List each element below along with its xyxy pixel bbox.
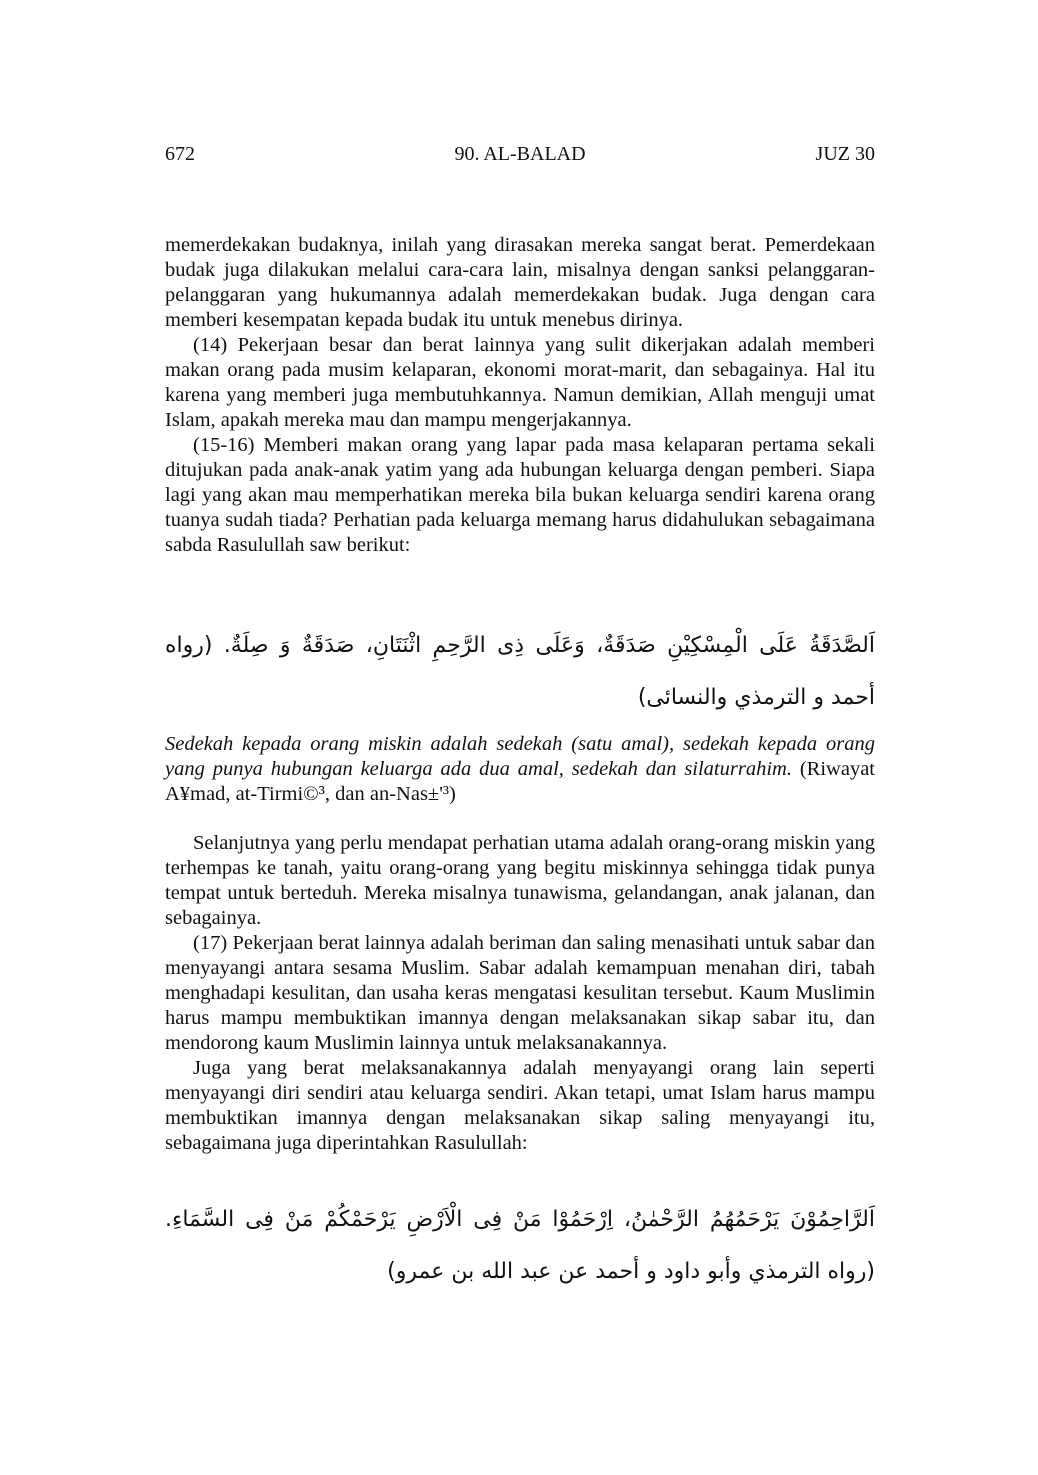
translation-text: Sedekah kepada orang miskin adalah sedekah (satu amal), sedekah kepada orang yang punya hubungan keluarga ada dua amal, sedekah dan silaturrahim. bbox=[165, 733, 875, 780]
juz-label: JUZ 30 bbox=[815, 143, 875, 165]
paragraph: (17) Pekerjaan berat lainnya adalah beriman dan saling menasihati untuk sabar dan menyayangi antara sesama Muslim. Sabar adalah kemampuan menahan diri, tabah menghadapi kesulitan, dan usaha keras mengatasi kesulitan tersebut. Kaum Muslimin harus mampu membuktikan imannya dengan melaksanakan sikap sabar itu, dan mendorong kaum Muslimin lainnya untuk melaksanakannya. bbox=[165, 932, 875, 1054]
paragraph: (15-16) Memberi makan orang yang lapar pada masa kelaparan pertama sekali ditujukan pada anak-anak yatim yang ada hubungan keluarga dengan pemberi. Siapa lagi yang akan mau memperhatikan mereka bila bukan keluarga sendiri karena orang tuanya sudah tiada? Perhatian pada keluarga memang harus didahulukan sebagaimana sabda Rasulullah saw berikut: bbox=[165, 434, 875, 556]
hadith-arabic-2: اَلرَّاحِمُوْنَ يَرْحَمُهُمُ الرَّحْمٰنُ، اِرْحَمُوْا مَنْ فِى الْاَرْضِ يَرْحَمْكُمْ مَنْ فِى السَّمَاءِ. (رواه الترمذي وأبو داود و أحمد عن عبد الله بن عمرو) bbox=[165, 1207, 875, 1284]
hadith-arabic-1: اَلصَّدَقَةُ عَلَى الْمِسْكِيْنِ صَدَقَةٌ، وَعَلَى ذِى الرَّحِمِ اثْنَتَانِ، صَدَقَةٌ وَ صِلَةٌ. (رواه أحمد و الترمذي والنسائى) bbox=[165, 633, 875, 710]
hadith-translation-1 bbox=[165, 732, 875, 807]
paragraph: memerdekakan budaknya, inilah yang dirasakan mereka sangat berat. Pemerdekaan budak juga dilakukan melalui cara-cara lain, misalnya dengan sanksi pelanggaran-pelanggaran yang hukumannya adalah memerdekakan budak. Juga dengan cara memberi kesempatan kepada budak itu untuk menebus dirinya. bbox=[165, 234, 875, 331]
paragraph: Selanjutnya yang perlu mendapat perhatian utama adalah orang-orang miskin yang terhempas ke tanah, yaitu orang-orang yang begitu miskinnya sehingga tidak punya tempat untuk berteduh. Mereka misalnya tunawisma, gelandangan, anak jalanan, dan sebagainya. bbox=[165, 832, 875, 929]
text-block-mid bbox=[165, 831, 875, 1156]
text-block-top bbox=[165, 233, 875, 558]
paragraph: (14) Pekerjaan besar dan berat lainnya yang sulit dikerjakan adalah memberi makan orang pada musim kelaparan, ekonomi morat-marit, dan sebagainya. Hal itu karena yang memberi juga membutuhkannya. Namun demikian, Allah menguji umat Islam, apakah mereka mau dan mampu mengerjakannya. bbox=[165, 334, 875, 431]
surah-title: 90. AL-BALAD bbox=[454, 143, 586, 165]
page-number: 672 bbox=[165, 143, 195, 165]
page-header bbox=[165, 143, 875, 173]
paragraph: Juga yang berat melaksanakannya adalah menyayangi orang lain seperti menyayangi diri sendiri atau keluarga sendiri. Akan tetapi, umat Islam harus mampu membuktikan imannya dengan melaksanakan sikap saling menyayangi itu, sebagaimana juga diperintahkan Rasulullah: bbox=[165, 1057, 875, 1154]
translation-source: (Riwayat A¥mad, at-Tirmi©³, dan an-Nas±'³) bbox=[165, 758, 875, 805]
